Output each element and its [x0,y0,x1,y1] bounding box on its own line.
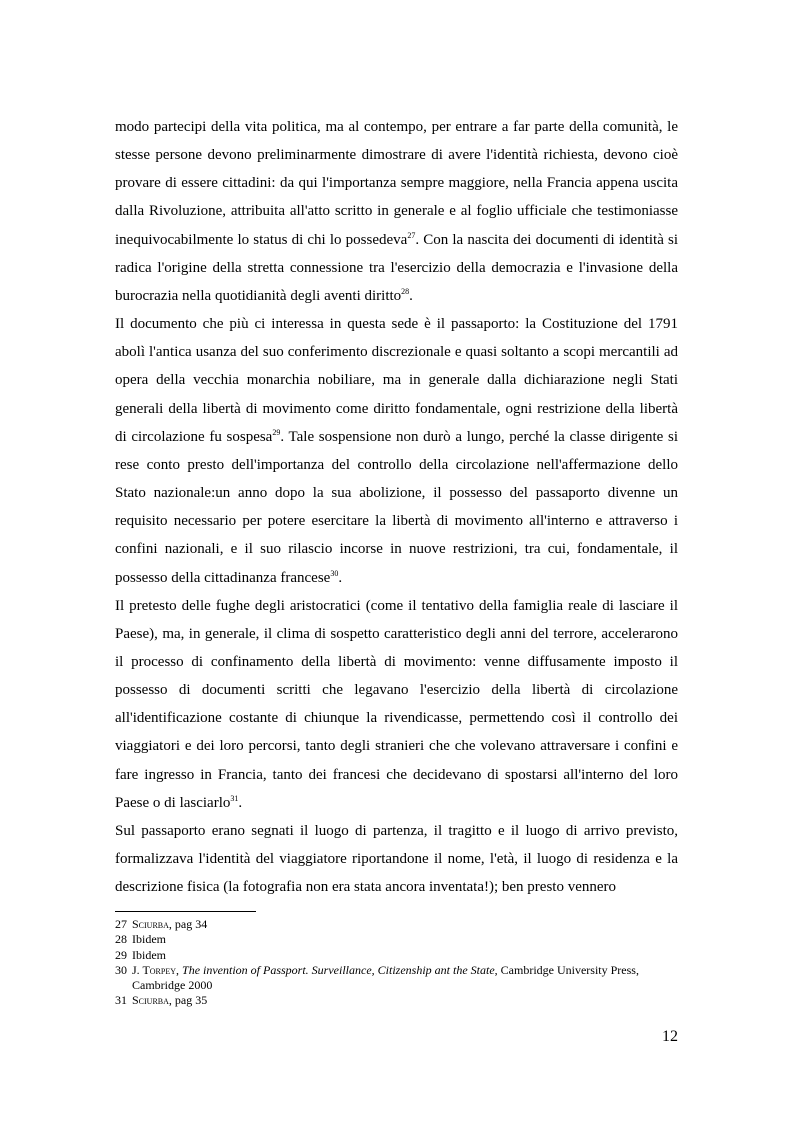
footnote-text: , pag 34 [168,917,208,931]
footnote-reference: 27 [407,230,416,240]
paragraph-text: Il documento che più ci interessa in questa sede è il passaporto: la Costituzione del 1791 abolì l'antica usanza del suo conferimento discrezionale e quasi soltanto a scopi mercantili ad opera della vecchia monarchia nobiliare, ma in generale dalla dichiarazione negli Stati generali della libertà di movimento come diritto fondamentale, ogni restrizione della libertà di circolazione fu sospesa [115,316,678,445]
footnote-reference: 31 [230,793,239,803]
paragraph-text: . Con la nascita dei documenti di identità si radica l'origine della stretta connessione tra l'esercizio della democrazia e l'invasione della burocrazia nella quotidianità degli aventi diritto [115,231,678,304]
footnotes [115,917,678,1009]
paragraph [115,310,678,592]
paragraph-text: . [238,794,243,811]
footnote-text: Ibidem [132,932,166,947]
footnote-text: , pag 35 [168,993,208,1008]
footnote [115,932,678,947]
page-number: 12 [662,1028,678,1045]
paragraph [115,592,678,817]
footnote-reference: 28 [401,286,410,296]
footnote-number: 28 [115,932,127,947]
footnote-text: , Cambridge University Press, Cambridge 2000 [132,962,639,993]
paragraph-text: . [338,569,343,586]
footnote-title: The invention of Passport. Surveillance, Citizenship ant the State [182,962,495,977]
footnote [115,993,678,1008]
paragraph-text: Sul passaporto erano segnati il luogo di partenza, il tragitto e il luogo di arrivo previsto, formalizzava l'identità del viaggiatore riportandone il nome, l'età, il luogo di residenza e la descrizione fisica (la fotografia non era stata ancora inventata!); ben presto vennero [115,822,678,896]
footnote-separator [115,911,256,912]
footnote-number: 29 [115,947,127,962]
paragraph [115,817,678,901]
paragraph-text: Il pretesto delle fughe degli aristocratici (come il tentativo della famiglia reale di lasciare il Paese), ma, in generale, il clima di sospetto caratteristico degli anni del terrore, accelerarono il processo di confinamento della libertà di movimento: venne diffusamente imposto il possesso di documenti scritti che legavano l'esercizio della libertà di circolazione all'identificazione costante di chiunque la rivendicasse, permettendo così il controllo dei viaggiatori e dei loro percorsi, tanto degli stranieri che che volevano attraversare i confini e fare ingresso in Francia, tanto dei francesi che decidevano di spostarsi all'interno del loro Paese o di lasciarlo [115,597,678,811]
paragraph-text: modo partecipi della vita politica, ma al contempo, per entrare a far parte della comunità, le stesse persone devono preliminarmente dimostrare di avere l'identità richiesta, devono cioè provare di essere cittadini: da qui l'importanza sempre maggiore, nella Francia appena uscita dalla Rivoluzione, attribuita all'atto scritto in generale e al foglio ufficiale che testimoniasse inequivocabilmente lo status di chi lo possedeva [115,119,678,248]
footnote-author: J. Torpey [132,962,177,977]
footnote-number: 27 [115,917,127,931]
paragraph-text: . [409,287,413,304]
body-text [115,113,678,901]
paragraph-text: . Tale sospensione non durò a lungo, perché la classe dirigente si rese conto presto dell'importanza del controllo della circolazione nell'affermazione dello Stato nazionale:un anno dopo la sua abolizione, il possesso del passaporto divenne un requisito necessario per potere esercitare la libertà di movimento all'interno e attraverso i confini nazionali, e il suo rilascio incorse in nuove restrizioni, tra cui, fondamentale, il possesso della cittadinanza francese [115,428,678,586]
footnote [115,948,678,963]
footnote-author: Sciurba [132,993,169,1008]
footnote-number: 30 [115,962,127,977]
footnote [115,917,678,932]
footnote-text: Ibidem [132,947,166,962]
paragraph [115,113,678,310]
footnote-reference: 29 [272,427,281,437]
footnote-reference: 30 [330,568,339,578]
footnote-number: 31 [115,993,127,1008]
footnote-separator-text: , [176,962,183,977]
footnote-author: Sciurba [132,917,169,931]
footnote [115,963,678,994]
